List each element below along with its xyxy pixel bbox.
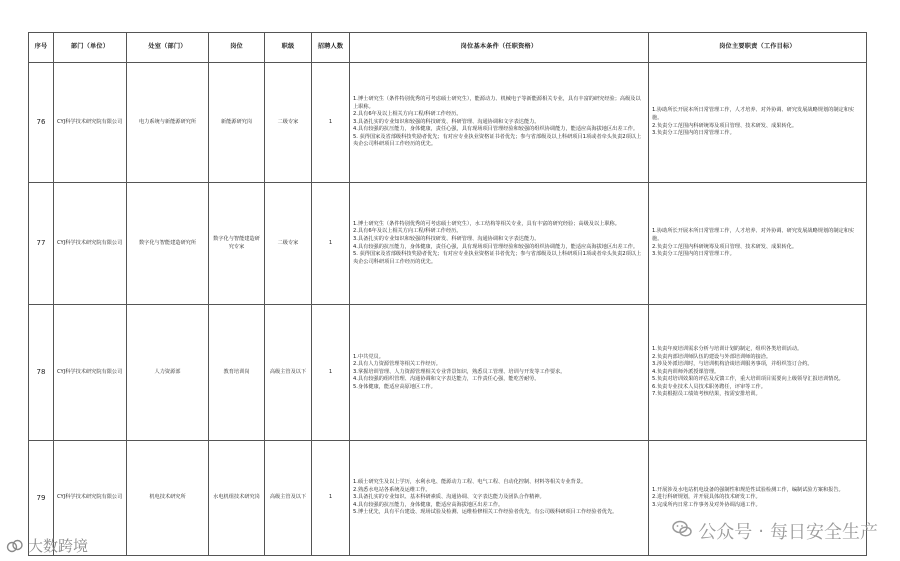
requirement-item: 5.身体健康，能适应高原地区工作。 [353,383,436,390]
cell-no: 77 [29,183,54,305]
table-row [29,63,867,183]
cell-no: 78 [29,305,54,441]
duty-item: 3.负责分工范围内的日常管理工作。 [652,130,735,137]
table-row [29,305,867,441]
header-no: 序号 [29,33,54,63]
cell-post: 数字化与智能建造研究专家 [209,183,265,305]
duty-item: 3.负责分工范围内的日常管理工作。 [652,251,735,258]
cell-level: 二级专家 [265,183,312,305]
cell-unit: CYJ科学技术研究院有限公司 [54,305,127,441]
duty-item: 4.负责内训师外派授课管理。 [652,368,720,375]
cell-count: 1 [312,63,350,183]
duty-item: 5.负责对培训效果的评估及反馈工作，重大培训项目需要向上级领导汇报培训情况。 [652,376,844,383]
header-unit: 部门（单位） [54,33,127,63]
cell-dept: 电力系统与新能源研究所 [127,63,209,183]
cell-no: 76 [29,63,54,183]
cell-duties [649,183,867,305]
header-post: 岗位 [209,33,265,63]
requirement-item: 2.具有6年及以上相关方向工程/科研工作经历。 [353,111,462,118]
table-row [29,183,867,305]
requirement-item: 2.具有6年及以上相关方向工程/科研工作经历。 [353,228,462,235]
watermark-right-label: 公众号 [698,522,753,543]
watermark-right-account: 每日安全生产 [770,522,878,543]
header-duties: 岗位主要职责（工作目标） [649,33,867,63]
cell-unit: CYJ科学技术研究院有限公司 [54,441,127,556]
requirement-item: 4.具有较强的抗压能力，身体健康，责任心强，具有现场项目管理经验和较强的组织协调能力，能适应高海拔地区出差工作。 [353,243,639,250]
requirement-item: 1.中共党员。 [353,353,384,360]
recruitment-table [28,32,867,556]
wechat-icon [672,520,692,543]
requirement-item: 5. 获得国家及省部级科技奖励者优先；有对应专业执业资格证书者优先；参与省部级及以上科研项目1项或者牵头负责2项以上央企公司科研项目工作经历的优先。 [353,251,642,265]
cell-dept: 数字化与智能建造研究所 [127,183,209,305]
duty-item: 6.负责专业技术人员技术职务聘任，评审等工作。 [652,383,766,390]
requirement-item: 1.博士研究生（条件特别优秀的可考虑硕士研究生），水工结构等相关专业，具有丰富的研究经验；高级及以上职称。 [353,220,620,227]
header-requirements: 岗位基本条件（任职资格） [350,33,649,63]
requirement-item: 3.具备扎实的专业知识和较强的科技研发、科研管理、沟通协调和文字表达能力。 [353,235,540,242]
watermark-left [6,535,88,556]
cell-count: 1 [312,441,350,556]
cell-duties [649,305,867,441]
cell-level: 二级专家 [265,63,312,183]
cell-post: 水电机组技术研究岗 [209,441,265,556]
cell-level: 高级主管及以下 [265,441,312,556]
duty-item: 2.进行科研规划，并开展具体的技术研发工作。 [652,494,761,501]
duty-item: 7.负责根据员工绩效考核结果，按需安排培训。 [652,391,761,398]
duty-item: 1.协助所长开展本所日常管理工作，人才培养、对外协调、研究发展战略规划的制定和实施。 [652,107,855,121]
cell-post: 教育培训岗 [209,305,265,441]
requirement-item: 1.硕士研究生及以上学历，水利水电、能源动力工程、电气工程、自动化控制、材料等相关专业背景。 [353,479,587,486]
cell-count: 1 [312,183,350,305]
header-level: 职级 [265,33,312,63]
requirement-item: 4.具有较强的抗压能力，身体健康，能适应高海拔地区出差工作。 [353,501,504,508]
duty-item: 3.完成所内日常工作事务及对外协调沟通工作。 [652,501,761,508]
cell-level: 高级主管及以下 [265,305,312,441]
table-header-row [29,33,867,63]
header-count: 招聘人数 [312,33,350,63]
recruitment-table-page [28,32,866,552]
cell-requirements [350,183,649,305]
cell-unit: CYJ科学技术研究院有限公司 [54,63,127,183]
requirement-item: 4.具有较强的组织管理、沟通协调和文字表达能力，工作责任心强，能吃苦耐劳。 [353,376,540,383]
watermark-left-text: 大数跨境 [28,537,89,555]
requirement-item: 3.具备扎实的专业知识和较强的科技研发、科研管理、沟通协调和文字表达能力。 [353,118,540,125]
header-dept: 处室（部门） [127,33,209,63]
duty-item: 1.负责年度培训需求分析与培训计划的制定，组织各类培训活动。 [652,346,803,353]
duty-item: 2.负责分工范围内科研统筹及项目管理、技术研发、成果转化。 [652,243,798,250]
duty-item: 2.负责内部培训师队伍的建设与外部培训师的接洽。 [652,353,772,360]
duty-item: 3.涉及外派培训时，与培训机构洽谈培训服务事项，并组织签订合约。 [652,361,813,368]
cell-dept: 人力资源部 [127,305,209,441]
cell-unit: CYJ科学技术研究院有限公司 [54,183,127,305]
watermark-right [672,518,878,544]
cell-duties [649,63,867,183]
cell-requirements [350,63,649,183]
requirement-item: 2.具有人力资源管理等相关工作经历。 [353,361,441,368]
requirement-item: 4.具有较强的抗压能力，身体健康，责任心强，具有现场项目管理经验和较强的组织协调能力，能适应高海拔地区出差工作。 [353,126,639,133]
cell-requirements [350,441,649,556]
duty-item: 1.开展涉及水电站机电设备的强制性和规范性试验检测工作，编制试验方案和报告。 [652,486,844,493]
cell-count: 1 [312,305,350,441]
cell-requirements [350,305,649,441]
duty-item: 1.协助所长开展本所日常管理工作，人才培养、对外协调、研究发展战略规划的制定和实施。 [652,228,855,242]
cell-no: 79 [29,441,54,556]
watermark-separator: · [758,520,764,542]
duty-item: 2.负责分工范围内科研统筹及项目管理、技术研发、成果转化。 [652,122,798,129]
requirement-item: 1.博士研究生（条件特别优秀的可考虑硕士研究生），能源动力、机械电子等新能源相关专业，具有丰富的研究经验；高级及以上职称。 [353,96,641,110]
requirement-item: 3.具备扎实的专业知识、基本科研素质、沟通协调、文字表达能力及团队合作精神。 [353,494,545,501]
requirement-item: 2.熟悉水电站各系统及运维工作。 [353,486,431,493]
brand-logo-icon [6,537,24,555]
cell-post: 新能源研究岗 [209,63,265,183]
cell-dept: 机电技术研究所 [127,441,209,556]
requirement-item: 5.博士优先，具有平台建设、现场试验及检测、运维检修相关工作经验者优先，有公司级科研项目工作经验者优先。 [353,509,618,516]
requirement-item: 3.掌握培训管理、人力资源管理相关专业背景知识，熟悉员工管理、培训与开发等工作要求。 [353,368,566,375]
requirement-item: 5. 获得国家及省部级科技奖励者优先；有对应专业执业资格证书者优先；参与省部级及以上科研项目1项或者牵头负责2项以上央企公司科研项目工作经历的优先。 [353,133,642,148]
